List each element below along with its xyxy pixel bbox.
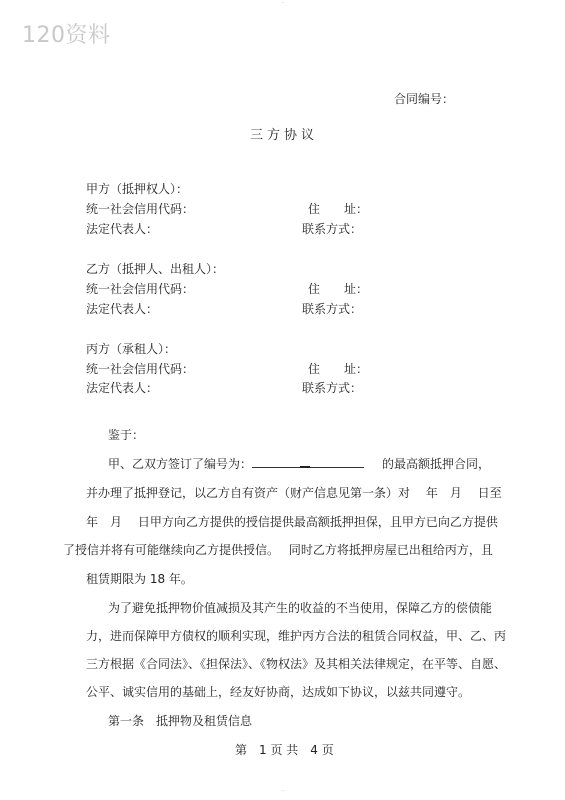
party-c-legal-rep: 法定代表人： <box>86 381 159 395</box>
page-title: 三方协议 <box>250 128 319 143</box>
party-c-contact: 联系方式： <box>302 381 363 395</box>
party-c-address: 住 址： <box>308 362 369 376</box>
article-1-heading: 第一条 抵押物及租赁信息 <box>108 714 253 728</box>
party-a-name: 甲方（抵押权人）： <box>86 182 189 196</box>
bottom-dot: · <box>282 788 284 795</box>
party-b-credit-code: 统一社会信用代码： <box>86 282 195 296</box>
body-line-1-prefix: 甲、乙双方签订了编号为： <box>108 457 253 471</box>
watermark: 120资料 <box>22 23 111 48</box>
body-line-5: 租赁期限为 18 年。 <box>86 572 193 586</box>
body-line-1 <box>108 455 490 472</box>
whereas-heading: 鉴于： <box>108 428 145 442</box>
party-a-legal-rep: 法定代表人： <box>86 222 159 236</box>
body-line-2: 并办理了抵押登记，以乙方自有资产（财产信息见第一条）对 年 月 日至 <box>86 486 502 500</box>
party-a-credit-code: 统一社会信用代码： <box>86 202 195 216</box>
body-line-8: 三方根据《合同法》、《担保法》、《物权法》及其相关法律规定，在平等、自愿、 <box>86 657 507 671</box>
party-c-name: 丙方（承租人）： <box>86 342 177 356</box>
contract-number-label: 合同编号： <box>394 92 455 106</box>
body-line-3: 年 月 日甲方向乙方提供的授信提供最高额抵押担保，且甲方已向乙方提供 <box>86 515 498 529</box>
party-b-contact: 联系方式： <box>302 302 363 316</box>
contract-number-blank <box>252 455 364 468</box>
body-line-9: 公平、诚实信用的基础上，经友好协商，达成如下协议，以兹共同遵守。 <box>86 685 471 699</box>
page-footer: 第 1 页 共 4 页 <box>235 743 334 757</box>
body-line-1-suffix: 的最高额抵押合同， <box>382 457 491 471</box>
body-line-4: 了授信并将有可能继续向乙方提供授信。 同时乙方将抵押房屋已出租给丙方，且 <box>63 543 493 557</box>
party-a-contact: 联系方式： <box>302 222 363 236</box>
party-a-address: 住 址： <box>308 202 369 216</box>
body-line-6: 为了避免抵押物价值减损及其产生的收益的不当使用，保障乙方的偿债能 <box>108 601 493 615</box>
party-b-name: 乙方（抵押人、出租人）： <box>86 262 225 276</box>
party-c-credit-code: 统一社会信用代码： <box>86 362 195 376</box>
body-line-7: 力，进而保障甲方债权的顺利实现，维护丙方合法的租赁合同权益，甲、乙、丙 <box>86 629 507 643</box>
top-dot: · <box>282 0 284 7</box>
party-b-address: 住 址： <box>308 282 369 296</box>
party-b-legal-rep: 法定代表人： <box>86 302 159 316</box>
